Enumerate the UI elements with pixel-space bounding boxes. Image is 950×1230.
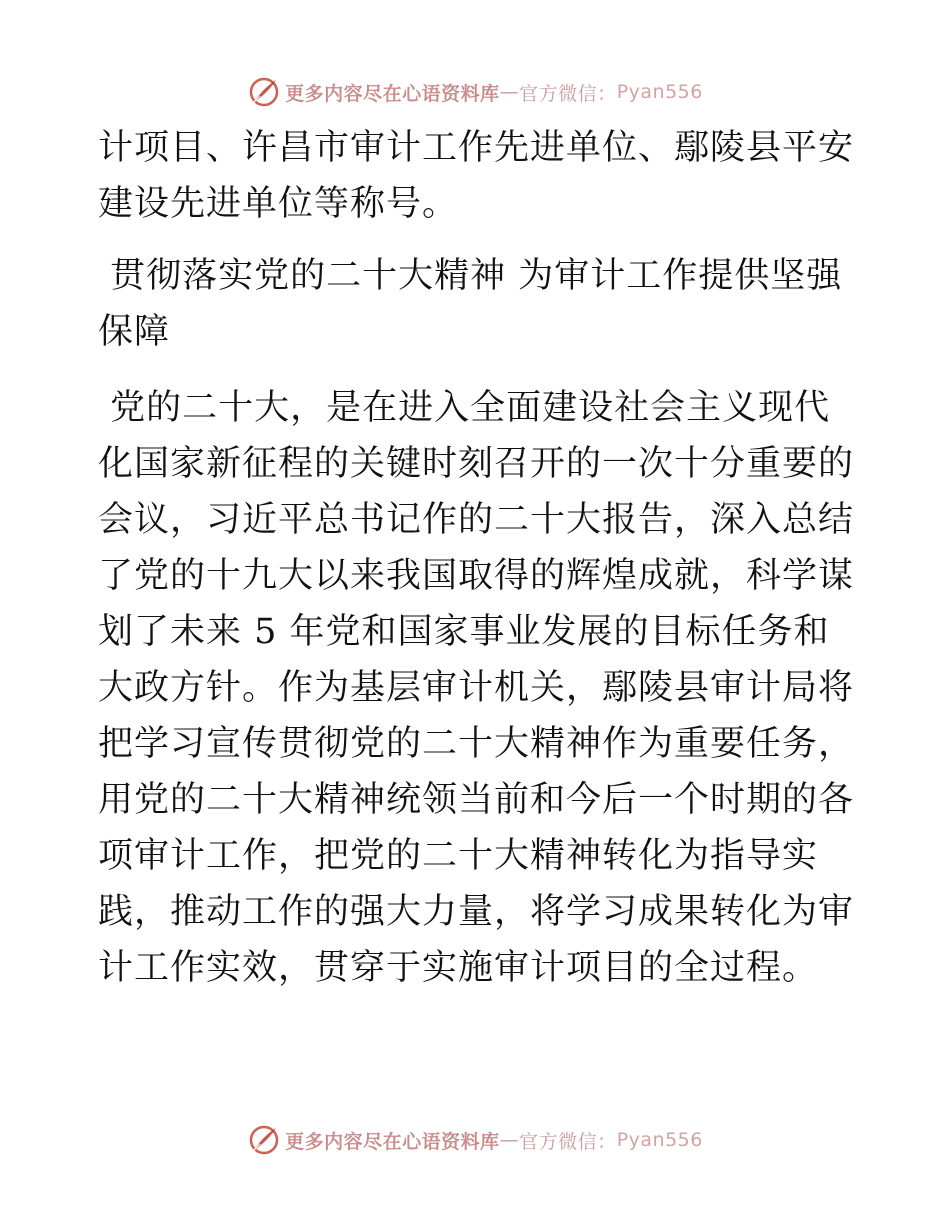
header-watermark: [0, 72, 950, 112]
watermark-wechat-id: Pyan556: [616, 81, 703, 103]
watermark-wechat-label: 官方微信：: [519, 82, 617, 105]
watermark-dash: —: [499, 81, 520, 103]
watermark-main-text: 更多内容尽在心语资料库: [285, 82, 500, 105]
watermark-main-text: 更多内容尽在心语资料库: [285, 1130, 500, 1153]
document-body: [98, 120, 858, 996]
paragraph-main: [98, 380, 858, 996]
paragraph-continued: 计项目、许昌市审计工作先进单位、鄢陵县平安建设先进单位等称号。: [98, 128, 855, 224]
footer-watermark: [0, 1120, 950, 1160]
section-heading: [98, 248, 858, 360]
paragraph-main-text: 党的二十大，是在进入全面建设社会主义现代化国家新征程的关键时刻召开的一次十分重要的会议，习近平总书记作的二十大报告，深入总结了党的十九大以来我国取得的辉煌成就，科学谋划了未来 5 年党和国家事业发展的目标任务和大政方针。作为基层审计机关，鄢陵县审计局将把学习宣传贯彻党的二十大精神作为重要任务，用党的二十大精神统领当前和今后一个时期的各项审计工作，把党的二十大精神转化为指导实践，推动工作的强大力量，将学习成果转化为审计工作实效，贯穿于实施审计项目的全过程。: [98, 388, 855, 988]
feather-logo-icon: [247, 75, 281, 109]
watermark-wechat-id: Pyan556: [616, 1129, 703, 1151]
section-heading-text: 贯彻落实党的二十大精神 为审计工作提供坚强保障: [98, 256, 843, 352]
feather-logo-icon: [247, 1123, 281, 1157]
watermark-wechat-label: 官方微信：: [519, 1130, 617, 1153]
watermark-dash: —: [499, 1129, 520, 1151]
